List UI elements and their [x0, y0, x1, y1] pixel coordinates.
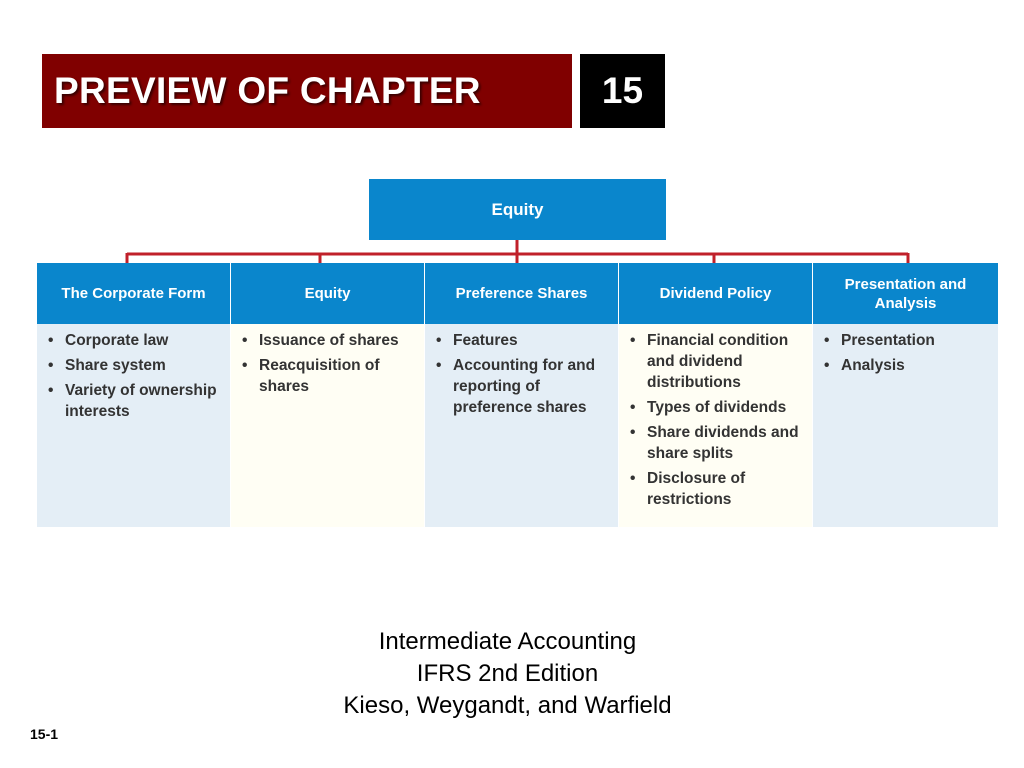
- column-title: Dividend Policy: [659, 285, 772, 302]
- slide-number: 15-1: [30, 726, 59, 742]
- topic-item: • Financial condition and dividend distributions: [627, 330, 804, 393]
- column-presentation-analysis: [813, 263, 998, 527]
- topic-item: • Analysis: [821, 355, 990, 376]
- column-header: [425, 263, 618, 324]
- topic-item: • Features: [433, 330, 610, 351]
- column-equity: [231, 263, 424, 527]
- topic-list: [627, 330, 804, 510]
- topic-item: • Disclosure of restrictions: [627, 468, 804, 510]
- column-preference-shares: [425, 263, 618, 527]
- root-node-equity: [369, 179, 666, 240]
- column-header: [619, 263, 812, 324]
- topic-item: • Share system: [45, 355, 222, 376]
- column-dividend-policy: [619, 263, 812, 527]
- topic-item: • Types of dividends: [627, 397, 804, 418]
- column-header: [813, 263, 998, 324]
- topic-item: • Share dividends and share splits: [627, 422, 804, 464]
- column-body: [813, 324, 998, 527]
- column-corporate-form: [37, 263, 230, 527]
- topic-item: • Corporate law: [45, 330, 222, 351]
- topic-item: • Variety of ownership interests: [45, 380, 222, 422]
- column-body: [37, 324, 230, 527]
- column-title: The Corporate Form: [61, 285, 206, 302]
- column-header: [231, 263, 424, 324]
- chapter-number: 15: [601, 70, 644, 111]
- topic-list: [433, 330, 610, 418]
- column-body: [425, 324, 618, 527]
- topic-list: [239, 330, 416, 397]
- column-header: [37, 263, 230, 324]
- book-authors: Kieso, Weygandt, and Warfield: [343, 692, 672, 719]
- topic-item: • Issuance of shares: [239, 330, 416, 351]
- column-body: [231, 324, 424, 527]
- topic-list: [821, 330, 990, 376]
- topic-item: • Presentation: [821, 330, 990, 351]
- book-citation: [0, 626, 1015, 722]
- topic-item: • Reacquisition of shares: [239, 355, 416, 397]
- column-body: [619, 324, 812, 527]
- book-title: Intermediate Accounting: [378, 628, 637, 655]
- book-edition: IFRS 2nd Edition: [416, 660, 599, 687]
- column-title: Equity: [304, 285, 351, 302]
- column-title: Preference Shares: [455, 285, 588, 302]
- column-title: Presentation and Analysis: [844, 275, 967, 312]
- root-node-label: Equity: [491, 199, 544, 219]
- chapter-title: PREVIEW OF CHAPTER: [54, 70, 481, 111]
- topic-item: • Accounting for and reporting of preference shares: [433, 355, 610, 418]
- topic-list: [45, 330, 222, 422]
